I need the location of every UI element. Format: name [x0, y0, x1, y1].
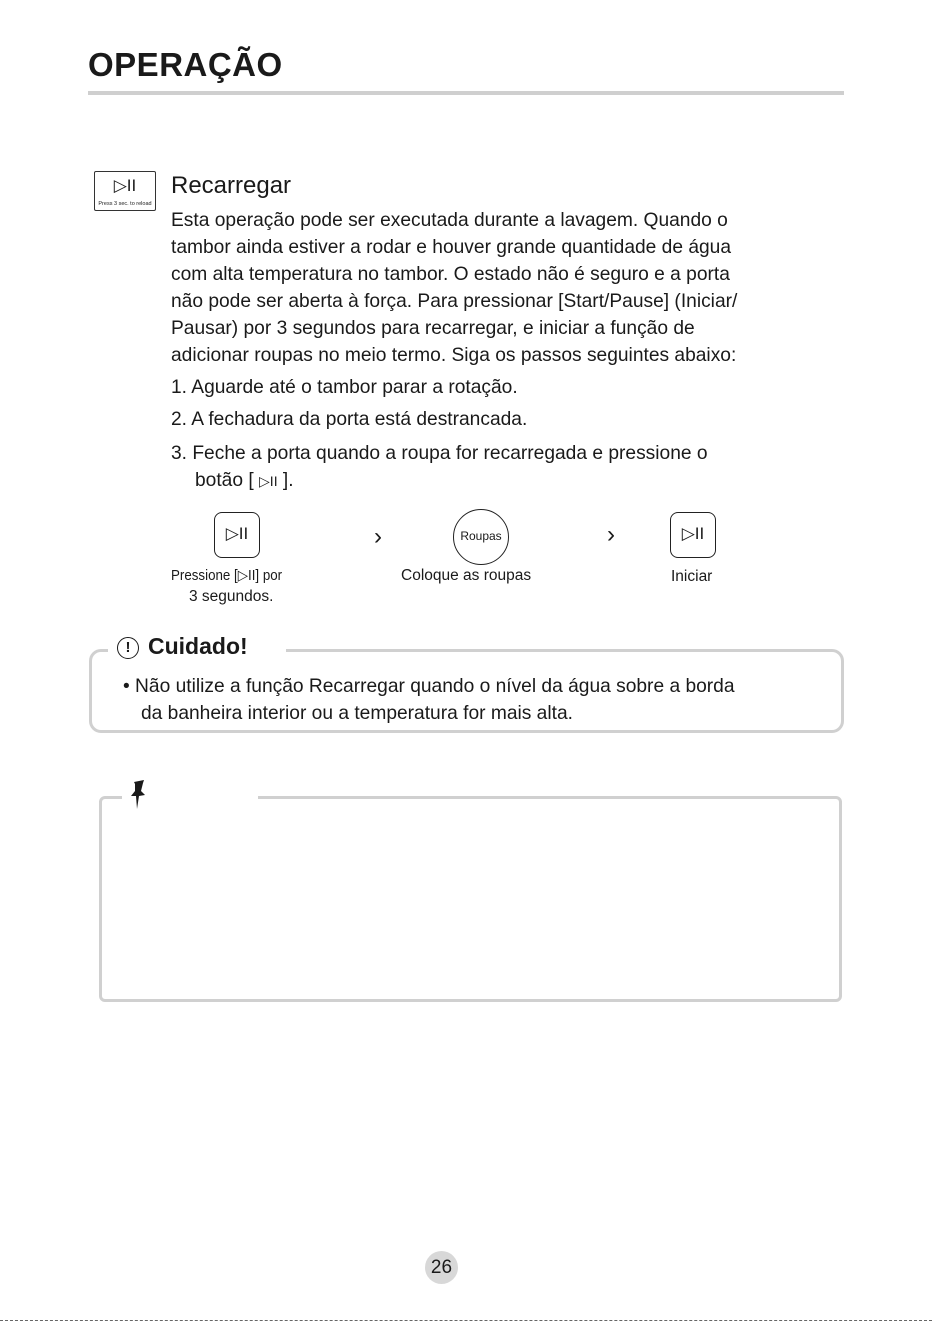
start-pause-button-icon: ▷II: [214, 512, 260, 558]
title-rule: [88, 91, 844, 95]
warning-icon: !: [117, 637, 139, 659]
caution-text: [123, 673, 835, 727]
step-3-prefix: botão [: [195, 470, 254, 491]
body-line: Pausar) por 3 segundos para recarregar, e iniciar a função de: [171, 318, 695, 339]
step-1: 1. Aguarde até o tambor parar a rotação.: [171, 377, 518, 398]
step-2: 2. A fechadura da porta está destrancada.: [171, 409, 528, 430]
flow-caption-step2: Coloque as roupas: [401, 567, 532, 584]
caution-line: da banheira interior ou a temperatura for mais alta.: [141, 703, 573, 724]
step-3: 3. Feche a porta quando a roupa for recarregada e pressione o: [171, 443, 708, 464]
section-heading: Recarregar: [171, 172, 292, 199]
note-box: [99, 796, 842, 1002]
flow-caption-step1-cont: 3 segundos.: [189, 588, 274, 605]
flow-caption-step3: Iniciar: [671, 568, 713, 585]
flow-caption-step1: Pressione [▷II] por: [171, 568, 283, 584]
body-line: Esta operação pode ser executada durante a lavagem. Quando o: [171, 210, 728, 231]
clothes-circle-icon: Roupas: [453, 509, 509, 565]
body-line: não pode ser aberta à força. Para pressionar [Start/Pause] (Iniciar/: [171, 291, 738, 312]
page-title: OPERAÇÃO: [88, 46, 283, 83]
page-edge-dashes: [0, 1320, 932, 1321]
reload-button-icon: [94, 171, 156, 211]
section-body: [171, 207, 843, 369]
chevron-right-icon: ›: [607, 521, 615, 548]
reload-hint-text: Press 3 sec. to reload: [98, 201, 152, 207]
chevron-right-icon: ›: [374, 523, 382, 550]
start-pause-button-icon: ▷II: [670, 512, 716, 558]
body-line: adicionar roupas no meio termo. Siga os passos seguintes abaixo:: [171, 345, 737, 366]
body-line: tambor ainda estiver a rodar e houver grande quantidade de água: [171, 237, 732, 258]
step-3-suffix: ].: [282, 470, 294, 491]
caution-title: Cuidado!: [148, 633, 248, 659]
play-pause-icon: ▷II: [259, 473, 278, 489]
body-line: com alta temperatura no tambor. O estado não é seguro e a porta: [171, 264, 730, 285]
page-number: 26: [425, 1251, 458, 1284]
step-3-continuation: [195, 468, 294, 494]
pushpin-icon: [129, 779, 153, 811]
caution-line: • Não utilize a função Recarregar quando o nível da água sobre a borda: [123, 676, 735, 697]
play-pause-icon: ▷II: [113, 176, 137, 195]
